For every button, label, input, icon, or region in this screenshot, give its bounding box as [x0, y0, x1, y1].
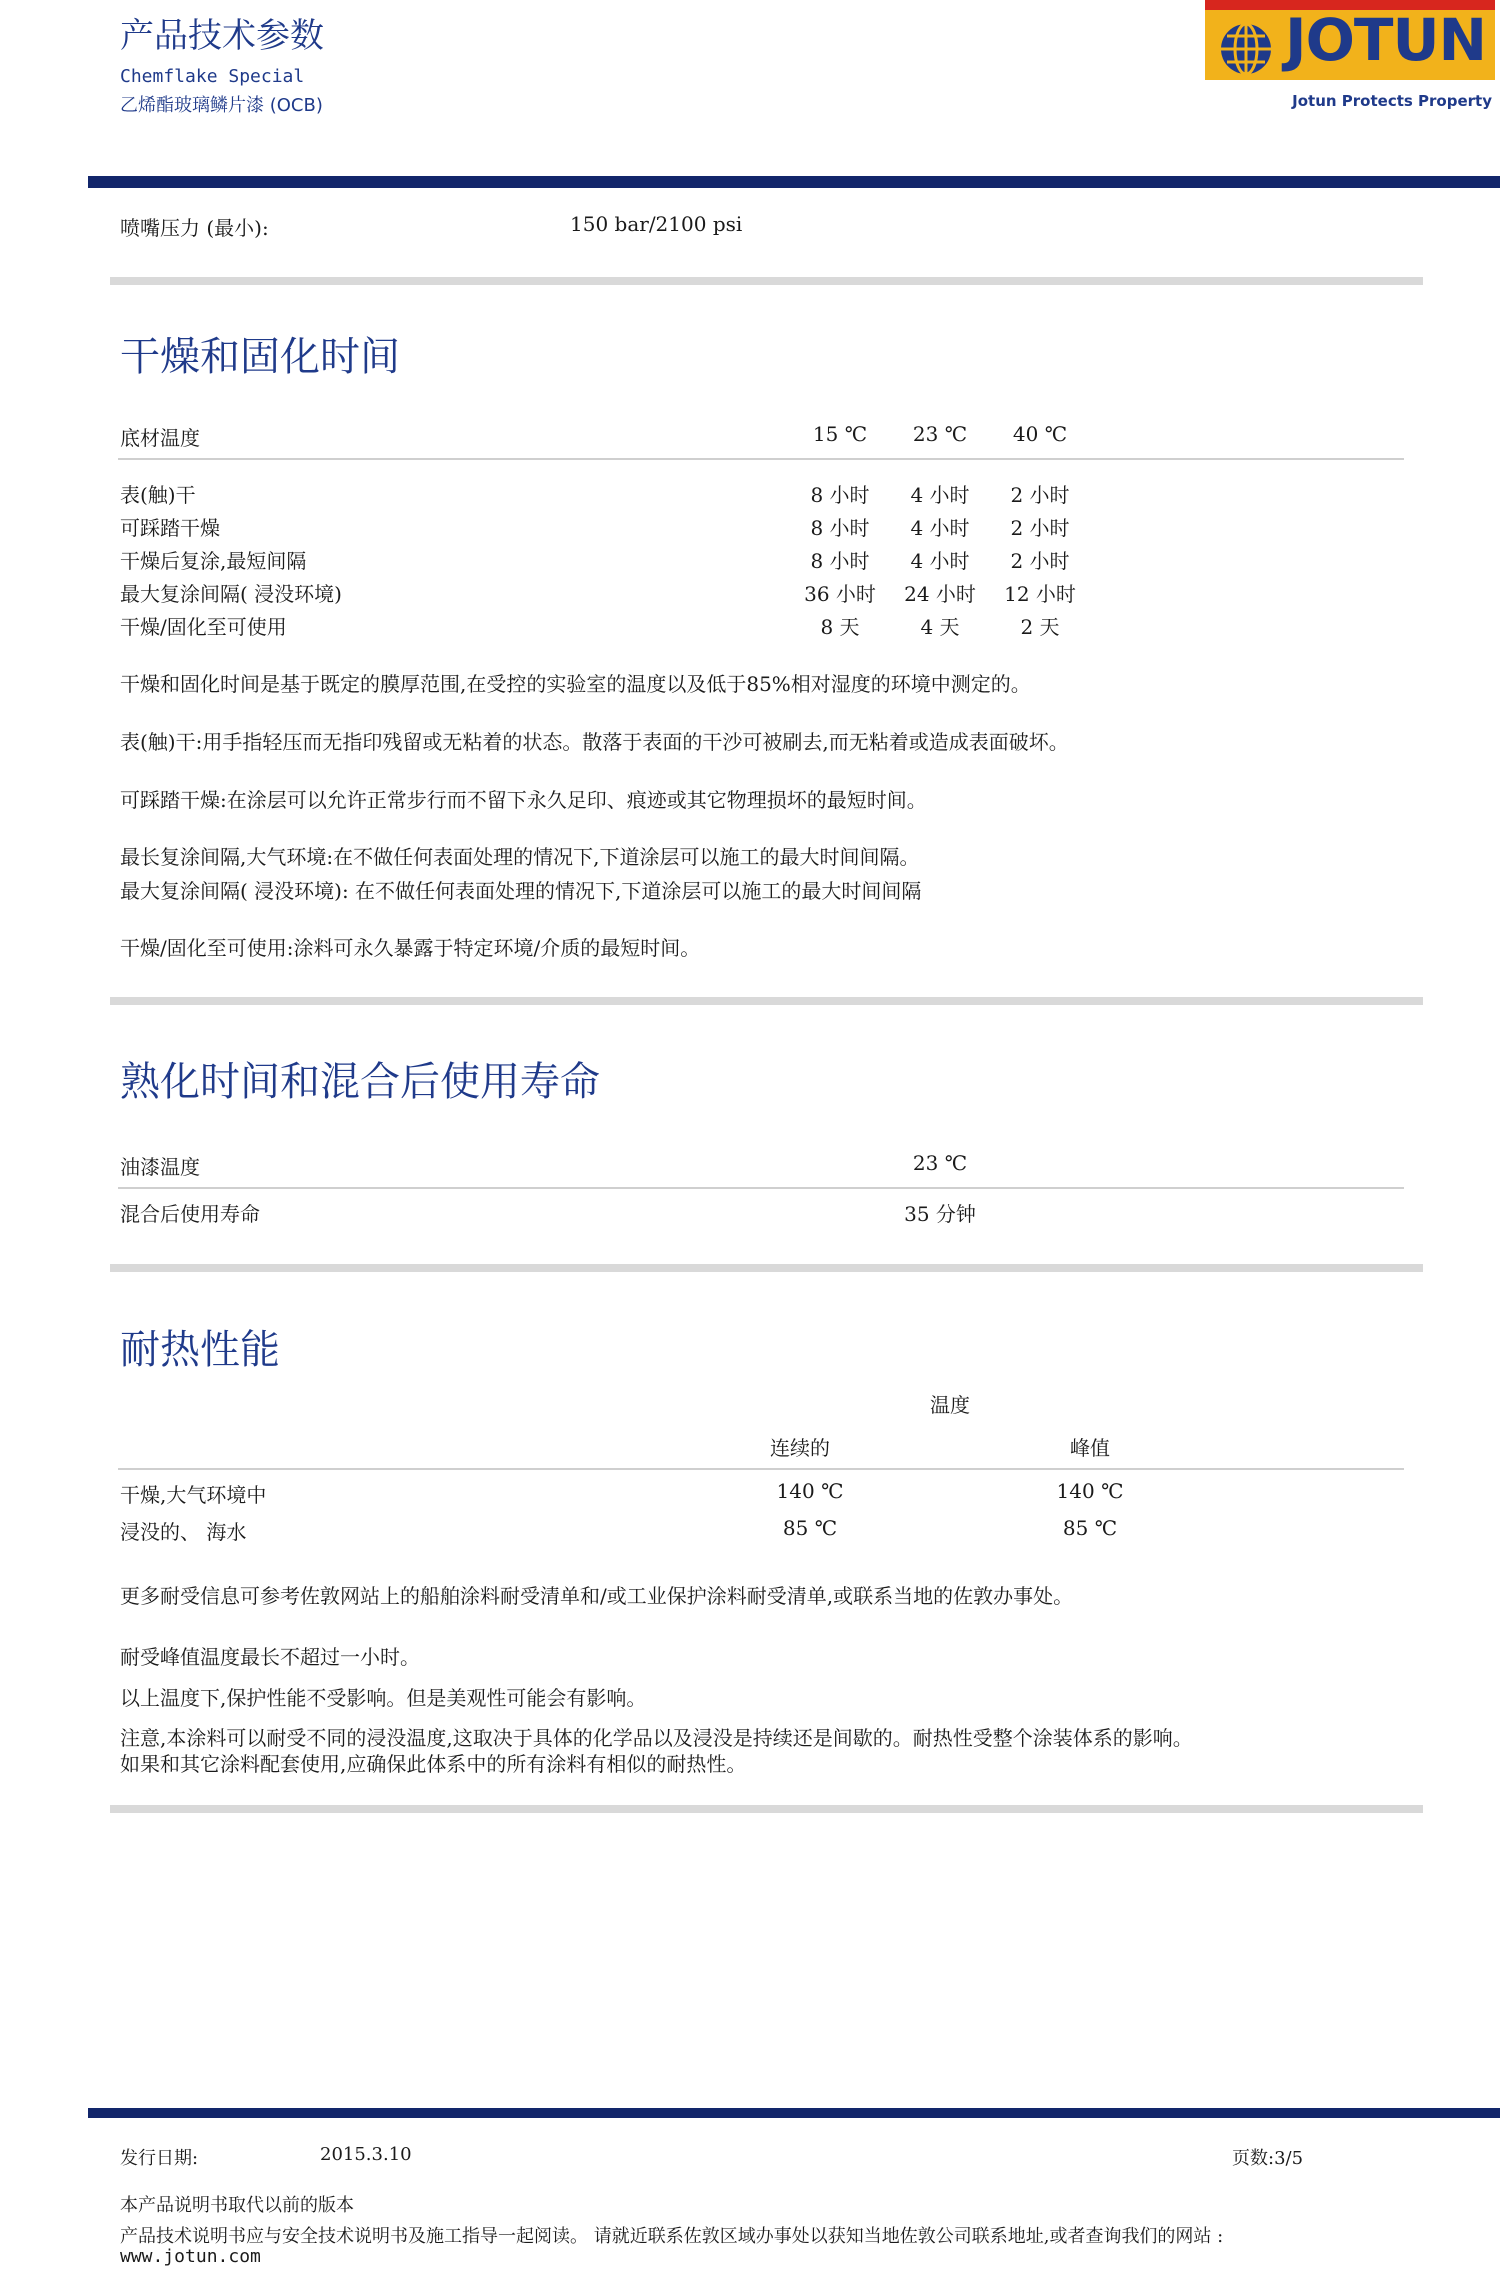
section-divider	[110, 1805, 1423, 1813]
table-cell: 140 ℃	[776, 1479, 844, 1503]
product-name: Chemflake Special	[120, 66, 305, 87]
potlife-header-label: 油漆温度	[120, 1155, 200, 1179]
table-divider	[118, 1187, 1404, 1189]
potlife-row-label: 混合后使用寿命	[120, 1202, 260, 1226]
header-divider	[88, 176, 1500, 188]
logo-tagline: Jotun Protects Property	[1292, 92, 1492, 110]
drying-note: 干燥和固化时间是基于既定的膜厚范围,在受控的实验室的温度以及低于85%相对湿度的环境中测定的。	[120, 672, 1031, 696]
page-number: 页数:3/5	[1232, 2148, 1304, 2169]
table-cell: 85 ℃	[782, 1516, 838, 1540]
table-cell: 2 小时	[1010, 549, 1070, 573]
potlife-title: 熟化时间和混合后使用寿命	[120, 1059, 600, 1105]
table-divider	[118, 458, 1404, 460]
nozzle-value: 150 bar/2100 psi	[570, 212, 743, 236]
heat-note: 更多耐受信息可参考佐敦网站上的船舶涂料耐受清单和/或工业保护涂料耐受清单,或联系当地的佐敦办事处。	[120, 1584, 1074, 1608]
page-title: 产品技术参数	[120, 16, 324, 56]
table-row-label: 浸没的、 海水	[120, 1520, 247, 1544]
heat-col1-header: 连续的	[770, 1436, 830, 1460]
drying-note: 表(触)干:用手指轻压而无指印残留或无粘着的状态。散落于表面的干沙可被刷去,而无粘着或造成表面破坏。	[120, 730, 1069, 754]
table-cell: 12 小时	[1004, 582, 1076, 606]
footer-note: 产品技术说明书应与安全技术说明书及施工指导一起阅读。 请就近联系佐敦区域办事处以获知当地佐敦公司联系地址,或者查询我们的网站 :	[120, 2226, 1224, 2247]
drying-header-c3: 40 ℃	[1012, 422, 1068, 446]
website-link[interactable]: www.jotun.com	[120, 2246, 261, 2267]
heat-group-header: 温度	[930, 1393, 970, 1417]
table-cell: 8 小时	[810, 516, 870, 540]
logo-wordmark: JOTUN	[1285, 6, 1487, 74]
table-row-label: 干燥后复涂,最短间隔	[120, 549, 307, 573]
table-cell: 8 天	[820, 615, 860, 639]
drying-title: 干燥和固化时间	[120, 334, 400, 380]
table-row-label: 干燥/固化至可使用	[120, 615, 287, 639]
table-cell: 8 小时	[810, 483, 870, 507]
table-row-label: 可踩踏干燥	[120, 516, 220, 540]
table-cell: 4 小时	[910, 549, 970, 573]
heat-note: 以上温度下,保护性能不受影响。但是美观性可能会有影响。	[120, 1686, 647, 1710]
table-divider	[118, 1468, 1404, 1470]
table-cell: 8 小时	[810, 549, 870, 573]
heat-note: 注意,本涂料可以耐受不同的浸没温度,这取决于具体的化学品以及浸没是持续还是间歇的。耐热性受整个涂装体系的影响。	[120, 1726, 1193, 1750]
drying-note: 干燥/固化至可使用:涂料可永久暴露于特定环境/介质的最短时间。	[120, 936, 701, 960]
potlife-row-value: 35 分钟	[904, 1202, 976, 1226]
nozzle-label: 喷嘴压力 (最小):	[120, 216, 269, 240]
heat-title: 耐热性能	[120, 1327, 280, 1373]
issue-date: 2015.3.10	[320, 2144, 412, 2165]
section-divider	[110, 997, 1423, 1005]
heat-col2-header: 峰值	[1070, 1436, 1110, 1460]
table-cell: 2 小时	[1010, 483, 1070, 507]
drying-header-c2: 23 ℃	[912, 422, 968, 446]
drying-note: 最大复涂间隔( 浸没环境): 在不做任何表面处理的情况下,下道涂层可以施工的最大时间间隔	[120, 879, 922, 903]
potlife-header-value: 23 ℃	[912, 1151, 968, 1175]
table-row-label: 最大复涂间隔( 浸没环境)	[120, 582, 342, 606]
drying-note: 最长复涂间隔,大气环境:在不做任何表面处理的情况下,下道涂层可以施工的最大时间间隔。	[120, 845, 920, 869]
table-row-label: 表(触)干	[120, 483, 196, 507]
drying-note: 可踩踏干燥:在涂层可以允许正常步行而不留下永久足印、痕迹或其它物理损坏的最短时间。	[120, 788, 927, 812]
heat-note: 耐受峰值温度最长不超过一小时。	[120, 1645, 420, 1669]
table-cell: 2 天	[1020, 615, 1060, 639]
table-cell: 4 小时	[910, 516, 970, 540]
section-divider	[110, 277, 1423, 285]
section-divider	[110, 1264, 1423, 1272]
table-cell: 85 ℃	[1062, 1516, 1118, 1540]
table-cell: 36 小时	[804, 582, 876, 606]
issue-date-label: 发行日期:	[120, 2148, 199, 2169]
table-cell: 140 ℃	[1056, 1479, 1124, 1503]
globe-icon	[1219, 22, 1273, 76]
footer-divider	[88, 2108, 1500, 2118]
table-cell: 4 小时	[910, 483, 970, 507]
product-name-cn: 乙烯酯玻璃鳞片漆 (OCB)	[120, 95, 323, 116]
table-row-label: 干燥,大气环境中	[120, 1483, 267, 1507]
table-cell: 24 小时	[904, 582, 976, 606]
drying-header-c1: 15 ℃	[812, 422, 868, 446]
jotun-logo	[1205, 0, 1500, 115]
drying-header-label: 底材温度	[120, 426, 200, 450]
table-cell: 2 小时	[1010, 516, 1070, 540]
heat-note: 如果和其它涂料配套使用,应确保此体系中的所有涂料有相似的耐热性。	[120, 1752, 747, 1776]
table-cell: 4 天	[920, 615, 960, 639]
footer-note: 本产品说明书取代以前的版本	[120, 2195, 354, 2216]
